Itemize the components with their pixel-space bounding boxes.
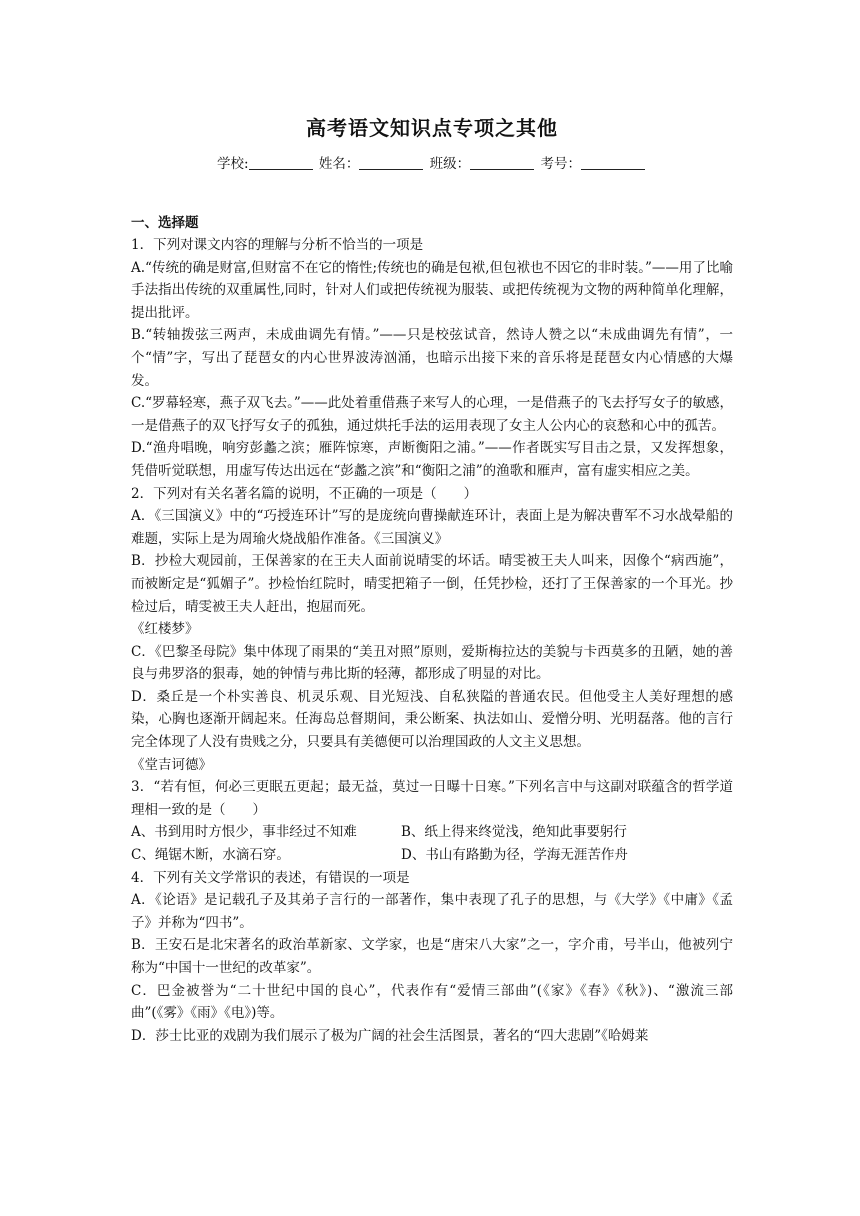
option-c: C．《巴黎圣母院》集中体现了雨果的“美丑对照”原则，爱斯梅拉达的美貌与卡西莫多的丑陋，她的善良与弗罗洛的狠毒，她的钟情与弗比斯的轻薄，都形成了明显的对比。	[131, 643, 733, 683]
option-a: A．《三国演义》中的“巧授连环计”写的是庞统向曹操献连环计，表面上是为解决曹军不习水战晕船的难题，实际上是为周瑜火烧战船作准备。《三国演义》	[131, 508, 733, 547]
page-content	[131, 114, 733, 1047]
question-stem: 3．“若有恒，何必三更眠五更起；最无益，莫过一日曝十日寒。”下列名言中与这副对联蕴含的哲学道理相一致的是（ ）	[131, 779, 733, 818]
option-b: B．王安石是北宋著名的政治革新家、文学家，也是“唐宋八大家”之一，字介甫，号半山，他被列宁称为“中国十一世纪的改革家”。	[131, 937, 733, 976]
option-b: B、纸上得来终觉浅，绝知此事要躬行	[401, 824, 627, 841]
option-b: B．抄检大观园前，王保善家的在王夫人面前说晴雯的坏话。晴雯被王夫人叫来，因像个“病西施”，而被断定是“狐媚子”。抄检怡红院时，晴雯把箱子一倒，任凭抄检，还打了王保善家的一个耳光。抄检过后，晴雯被王夫人赶出，抱屈而死。	[131, 553, 733, 615]
student-info-line	[131, 154, 733, 174]
option-c: C．巴金被誉为“二十世纪中国的良心”，代表作有“爱情三部曲”(《家》《春》《秋》)、“激流三部曲”(《雾》《雨》《电》)等。	[131, 982, 733, 1022]
question-4	[131, 867, 733, 1048]
question-1	[131, 234, 733, 483]
option-d: D、书山有路勤为径，学海无涯苦作舟	[401, 847, 628, 864]
option-c: C.“罗幕轻寒，燕子双飞去。”——此处着重借燕子来写人的心理，一是借燕子的飞去抒写女子的敏感，一是借燕子的双飞抒写女子的孤独，通过烘托手法的运用表现了女主人公内心的哀愁和心中的孤苦。	[131, 395, 733, 434]
exam-number-blank[interactable]	[581, 155, 645, 170]
options-row-2	[131, 844, 733, 867]
school-blank[interactable]	[249, 155, 313, 170]
question-stem: 4．下列有关文学常识的表述，有错误的一项是	[131, 869, 410, 886]
option-b-source: 《红楼梦》	[131, 621, 199, 638]
page-title: 高考语文知识点专项之其他	[306, 116, 558, 140]
option-a: A.“传统的确是财富,但财富不在它的惰性;传统也的确是包袱,但包袱也不因它的非时装。”——用了比喻手法指出传统的双重属性,同时，针对人们或把传统视为服装、或把传统视为文物的两种简单化理解，提出批评。	[131, 259, 733, 321]
section-heading: 一、选择题	[131, 215, 199, 231]
class-label: 班级：	[429, 156, 471, 172]
class-blank[interactable]	[470, 155, 534, 170]
name-blank[interactable]	[359, 155, 423, 170]
name-label: 姓名：	[318, 156, 360, 172]
school-label: 学校:	[217, 156, 249, 172]
question-stem: 1．下列对课文内容的理解与分析不恰当的一项是	[131, 237, 424, 253]
question-2	[131, 483, 733, 777]
option-d: D．桑丘是一个朴实善良、机灵乐观、目光短浅、自私狭隘的普通农民。但他受主人美好理想的感染，心胸也逐渐开阔起来。任海岛总督期间，秉公断案、执法如山、爱憎分明、光明磊落。他的言行完全体现了人没有贵贱之分，只要具有美德便可以治理国政的人文主义思想。	[131, 688, 733, 751]
option-b: B.“转轴拨弦三两声，未成曲调先有情。”——只是校弦试音，然诗人赞之以“未成曲调先有情”，一个“情”字，写出了琵琶女的内心世界波涛汹涌，也暗示出接下来的音乐将是琵琶女内心情感的大爆发。	[131, 327, 733, 389]
options-row-1	[131, 821, 733, 844]
option-d-source: 《堂吉诃德》	[131, 756, 212, 773]
option-a: A、书到用时方恨少，事非经过不知难	[131, 824, 357, 841]
question-stem: 2．下列对有关名著名篇的说明，不正确的一项是（ ）	[131, 485, 478, 502]
option-c: C、绳锯木断，水滴石穿。	[131, 847, 290, 864]
option-d: D．莎士比亚的戏剧为我们展示了极为广阔的社会生活图景，著名的“四大悲剧”《哈姆莱	[131, 1027, 649, 1044]
question-3	[131, 776, 733, 866]
exam-number-label: 考号：	[540, 156, 581, 172]
option-d: D.“渔舟唱晚，响穷彭蠡之滨；雁阵惊寒，声断衡阳之浦。”——作者既实写目击之景，又发挥想象，凭借听觉联想，用虚写传达出远在“彭蠡之滨”和“衡阳之浦”的渔歌和雁声，富有虚实相应之美。	[131, 440, 733, 479]
option-a: A．《论语》是记载孔子及其弟子言行的一部著作，集中表现了孔子的思想，与《大学》《中庸》《孟子》并称为“四书”。	[131, 892, 733, 931]
